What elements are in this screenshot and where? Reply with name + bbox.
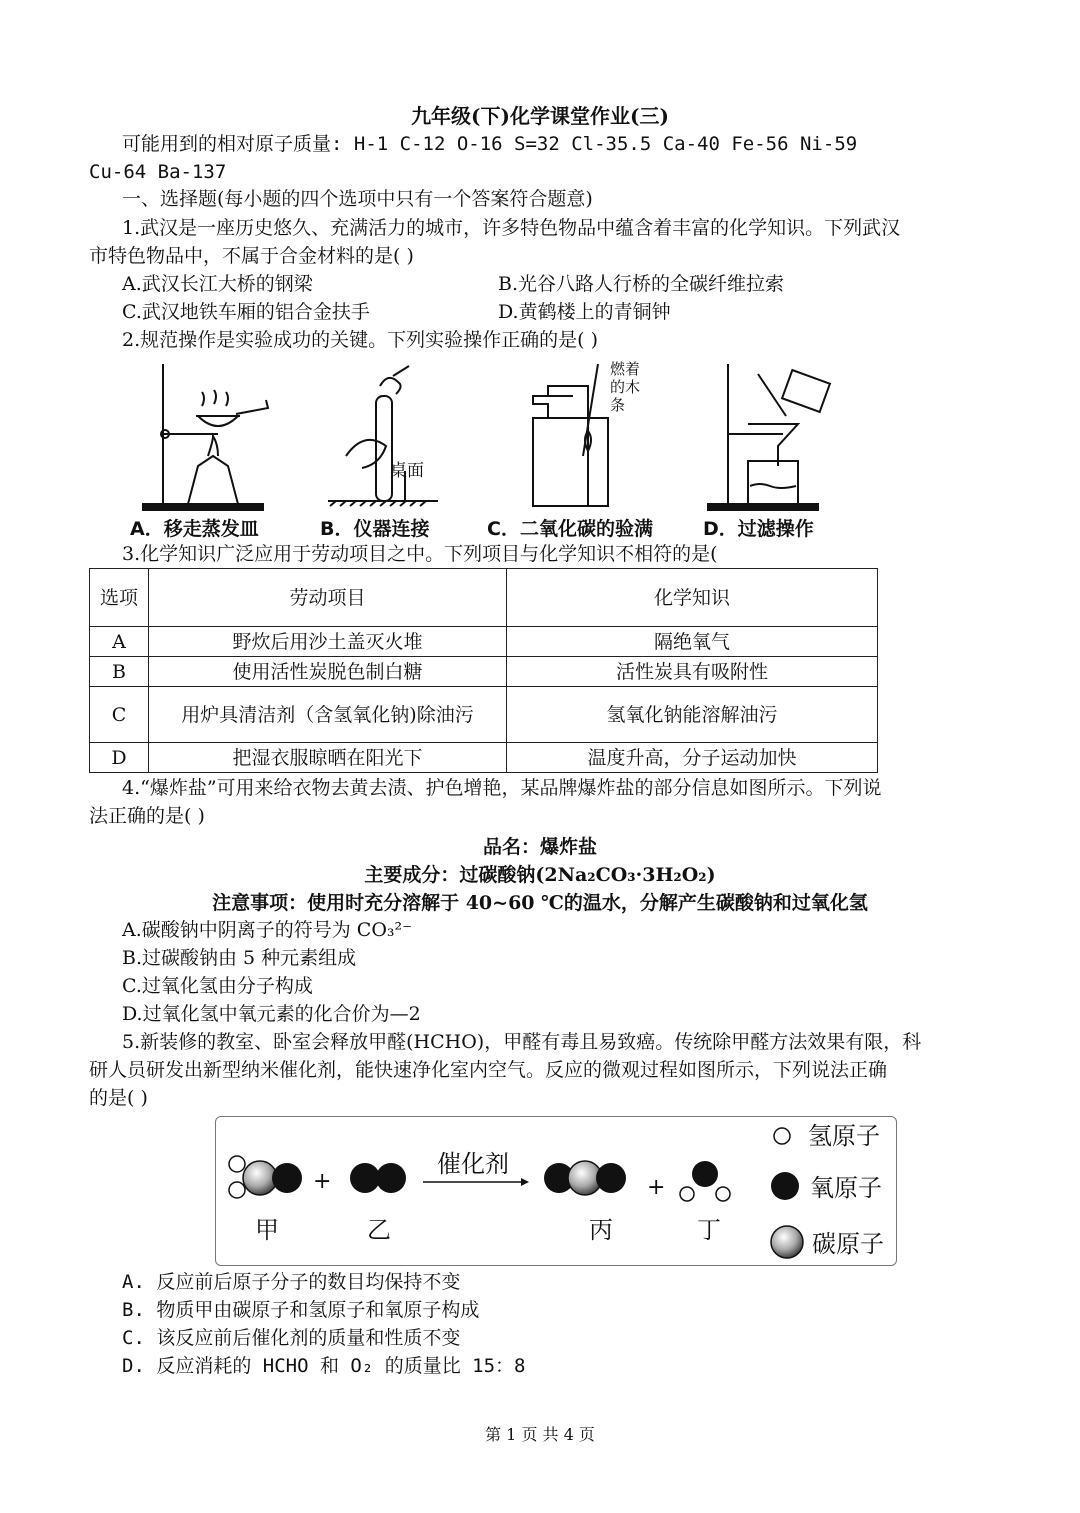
q4-stem-line1: 4.“爆炸盐”可用来给衣物去黄去渍、护色增艳，某品牌爆炸盐的部分信息如图所示。下列说 [122, 777, 882, 799]
q4-usage-note: 注意事项：使用时充分溶解于 40~60 ℃的温水，分解产生碳酸钠和过氧化氢 [212, 892, 868, 914]
label-desktop: 桌面 [390, 461, 424, 481]
row-task: 使用活性炭脱色制白糖 [149, 657, 507, 687]
q2-caption-c: C．二氧化碳的验满 [487, 518, 653, 540]
q4-main-ingredient: 主要成分：过碳酸钠(2Na₂CO₃·3H₂O₂) [364, 864, 716, 886]
q2-apparatus-figures [118, 356, 838, 516]
row-task: 野炊后用沙土盖灭火堆 [149, 627, 507, 657]
figure-d-filtration [708, 364, 830, 510]
figure-c-co2-check [533, 364, 608, 506]
species-jia: 甲 [255, 1216, 279, 1244]
q1-option-c: C.武汉地铁车厢的铝合金扶手 [122, 301, 370, 323]
header-knowledge: 化学知识 [507, 569, 878, 627]
q2-caption-a: A．移走蒸发皿 [130, 518, 259, 540]
row-task: 把湿衣服晾晒在阳光下 [149, 743, 507, 773]
q2-caption-d: D．过滤操作 [703, 518, 814, 540]
q3-stem: 3.化学知识广泛应用于劳动项目之中。下列项目与化学知识不相符的是( [122, 543, 718, 565]
page-footer: 第 1 页 共 4 页 [485, 1425, 595, 1444]
row-option: B [90, 657, 149, 687]
carbon-atom-icon [771, 1226, 803, 1258]
legend-oxygen: 氧原子 [810, 1174, 882, 1202]
q5-option-b: B. 物质甲由碳原子和氢原子和氧原子构成 [122, 1299, 480, 1321]
q5-stem-line3: 的是( ) [89, 1087, 148, 1109]
molecule-carbon-dioxide [544, 1161, 626, 1195]
table-header-row [90, 569, 878, 627]
q1-option-a: A.武汉长江大桥的钢梁 [122, 273, 313, 295]
q1-option-d: D.黄鹤楼上的青铜钟 [498, 301, 671, 323]
row-knowledge: 活性炭具有吸附性 [507, 657, 878, 687]
species-bing: 丙 [589, 1216, 613, 1244]
catalyst-label: 催化剂 [437, 1150, 509, 1178]
q4-stem-line2: 法正确的是( ) [89, 805, 205, 827]
page-title: 九年级(下)化学课堂作业(三) [411, 104, 669, 128]
figure-a-evaporation [143, 364, 268, 510]
molecule-water [680, 1161, 730, 1201]
row-knowledge: 隔绝氧气 [507, 627, 878, 657]
label-stick-2: 的木 [610, 378, 641, 396]
q5-stem-line2: 研人员研发出新型纳米催化剂，能快速净化室内空气。反应的微观过程如图所示，下列说法正确 [89, 1059, 888, 1081]
row-option: D [90, 743, 149, 773]
row-knowledge: 氢氧化钠能溶解油污 [507, 687, 878, 743]
table-row [90, 627, 878, 657]
atomic-masses-line2: Cu-64 Ba-137 [89, 161, 227, 183]
q2-stem: 2.规范操作是实验成功的关键。下列实验操作正确的是( ) [122, 329, 598, 351]
row-option: C [90, 687, 149, 743]
atomic-masses-line1: 可能用到的相对原子质量: H-1 C-12 O-16 S=32 Cl-35.5 Ca-40 Fe-56 Ni-59 [122, 133, 858, 155]
q5-option-c: C. 该反应前后催化剂的质量和性质不变 [122, 1327, 461, 1349]
legend [771, 1128, 803, 1258]
q5-option-d: D. 反应消耗的 HCHO 和 O₂ 的质量比 15：8 [122, 1355, 526, 1377]
label-stick-1: 燃着 [610, 360, 641, 378]
legend-carbon: 碳原子 [812, 1230, 884, 1258]
header-task: 劳动项目 [149, 569, 507, 627]
q4-option-a: A.碳酸钠中阴离子的符号为 CO₃²⁻ [122, 919, 413, 941]
header-option: 选项 [90, 569, 149, 627]
molecule-oxygen [350, 1163, 406, 1193]
molecule-formaldehyde [229, 1156, 302, 1198]
table-row [90, 657, 878, 687]
row-task: 用炉具清洁剂（含氢氧化钠)除油污 [149, 687, 507, 743]
q1-option-b: B.光谷八路人行桥的全碳纤维拉索 [498, 273, 785, 295]
legend-hydrogen: 氢原子 [808, 1122, 880, 1150]
q4-option-d: D.过氧化氢中氧元素的化合价为—2 [122, 1003, 421, 1025]
q5-option-a: A. 反应前后原子分子的数目均保持不变 [122, 1271, 461, 1293]
section-heading: 一、选择题(每小题的四个选项中只有一个答案符合题意) [122, 188, 593, 210]
q4-option-b: B.过碳酸钠由 5 种元素组成 [122, 947, 357, 969]
q4-option-c: C.过氧化氢由分子构成 [122, 975, 313, 997]
q1-stem-line1: 1.武汉是一座历史悠久、充满活力的城市，许多特色物品中蕴含着丰富的化学知识。下列武汉 [122, 217, 901, 239]
row-option: A [90, 627, 149, 657]
oxygen-atom-icon [771, 1172, 799, 1200]
table-row [90, 687, 878, 743]
label-stick-3: 条 [610, 396, 626, 414]
plus-sign-2: + [647, 1175, 666, 1200]
species-ding: 丁 [697, 1216, 721, 1244]
figure-b-connection [328, 366, 438, 506]
table-row [90, 743, 878, 773]
q4-product-name: 品名：爆炸盐 [482, 836, 597, 858]
q2-caption-b: B．仪器连接 [320, 518, 430, 540]
q5-molecules [215, 1116, 897, 1266]
hydrogen-atom-icon [774, 1128, 790, 1144]
q5-stem-line1: 5.新装修的教室、卧室会释放甲醛(HCHO)，甲醛有毒且易致癌。传统除甲醛方法效果有限，科 [122, 1031, 922, 1053]
row-knowledge: 温度升高，分子运动加快 [507, 743, 878, 773]
q3-table [89, 568, 878, 773]
species-yi: 乙 [367, 1216, 391, 1244]
plus-sign-1: + [313, 1169, 332, 1194]
q1-stem-line2: 市特色物品中，不属于合金材料的是( ) [89, 245, 414, 267]
